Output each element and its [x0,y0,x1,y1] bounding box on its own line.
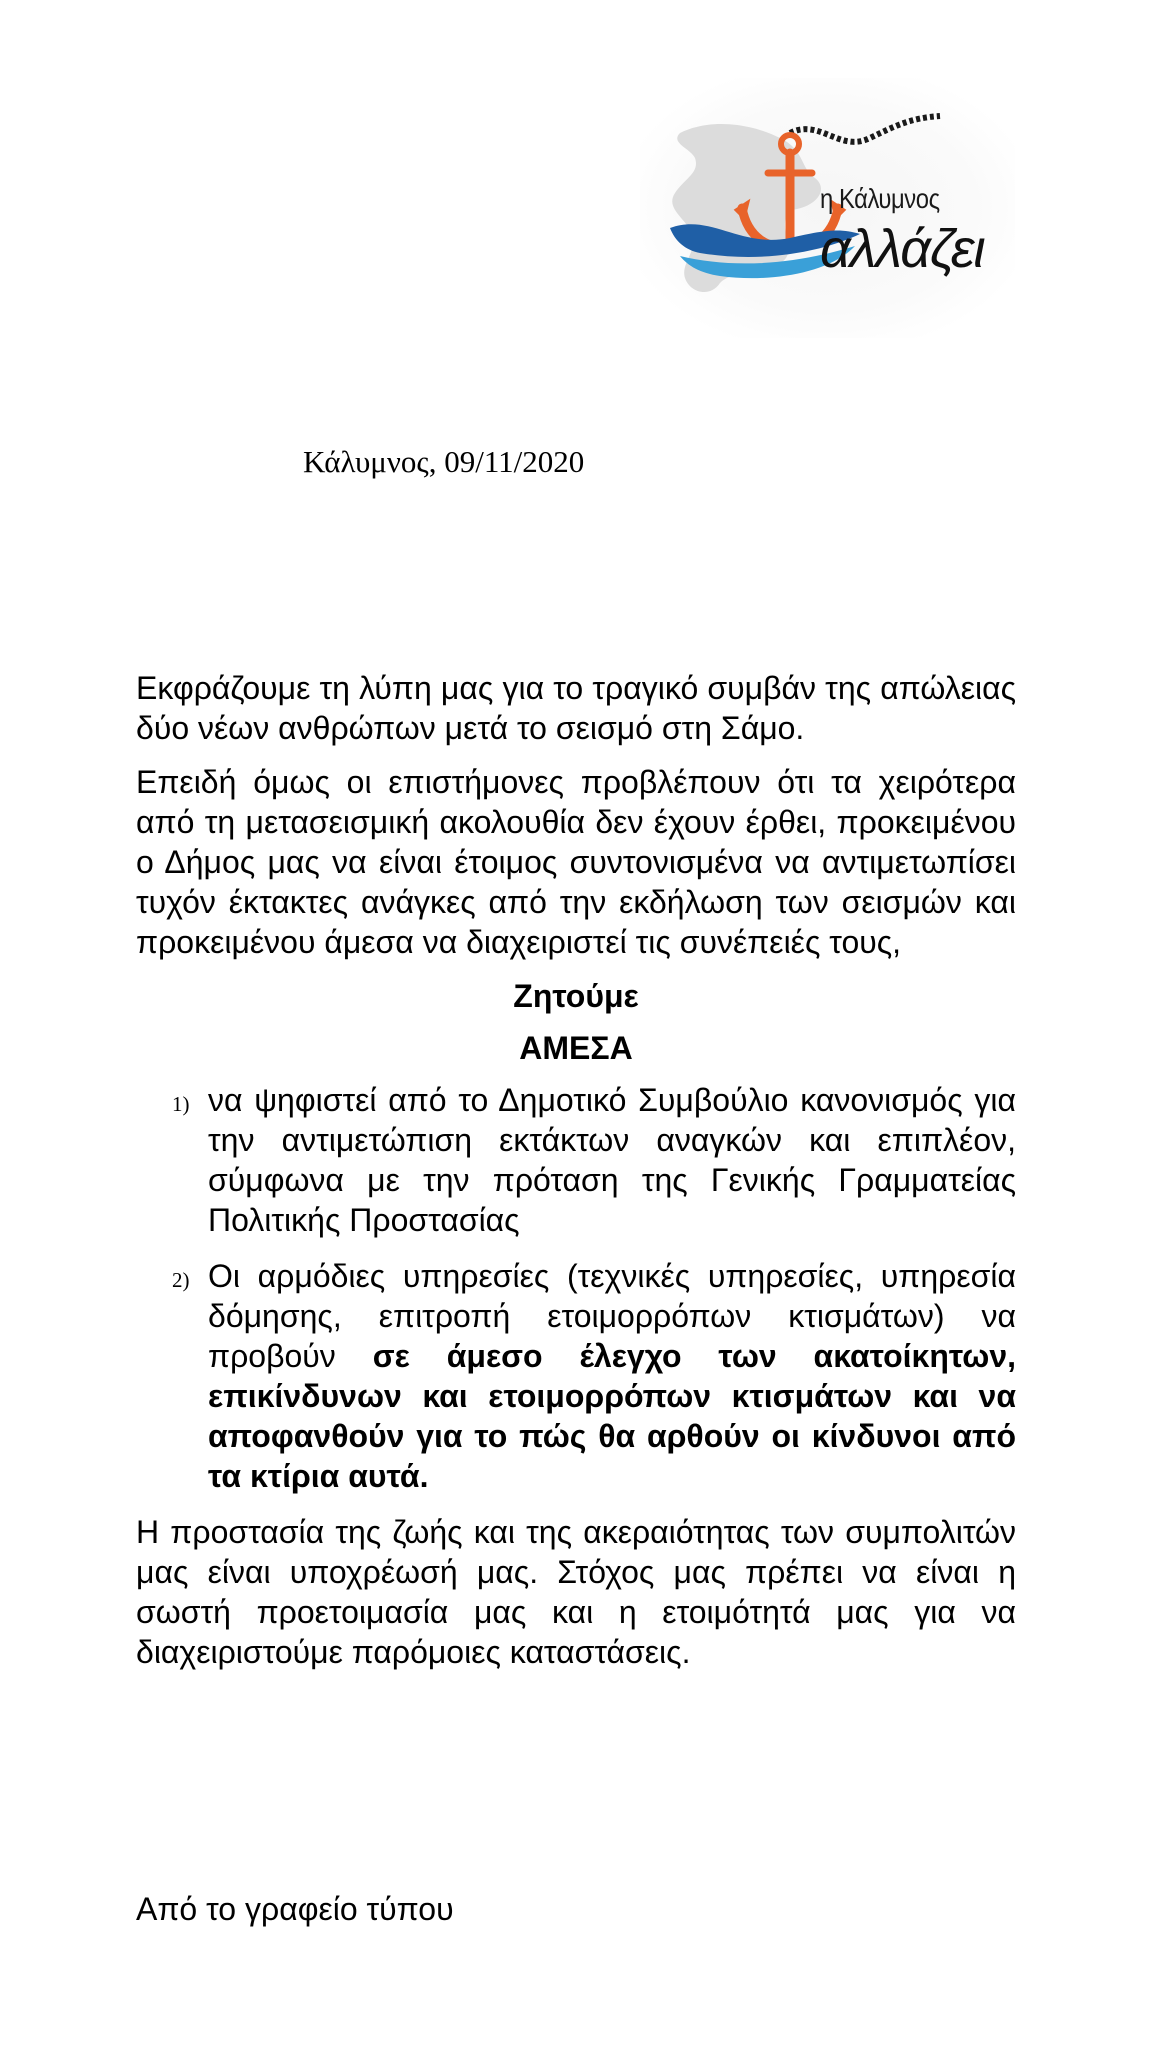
list-item [136,1080,1016,1240]
list-item-bold-text: σε άμεσο έλεγχο των ακατοίκητων, επικίνδυνων και ετοιμορρόπων κτισμάτων και να αποφανθούν για το πώς θα αρθούν οι κίνδυνοι από τα κτίρια αυτά. [208,1338,1017,1494]
logo-text-allazei: αλλάζει [820,219,985,279]
logo-text-kalymnos: η Κάλυμνος [820,183,940,214]
paragraph-condolences: Εκφράζουμε τη λύπη μας για το τραγικό συμβάν της απώλειας δύο νέων ανθρώπων μετά το σεισμό στη Σάμο. [136,670,1016,746]
heading-immediately: ΑΜΕΣΑ [519,1030,633,1066]
demands-list [136,1080,1016,1496]
list-item-number: 2) [172,1268,190,1292]
paragraph-closing: Η προστασία της ζωής και της ακεραιότητας των συμπολιτών μας είναι υποχρέωσή μας. Στόχος μας πρέπει να είναι η σωστή προετοιμασία μας και η ετοιμότητά μας για να διαχειριστούμε παρόμοιες καταστάσεις. [136,1514,1016,1670]
document-body [136,668,1016,1686]
rope-shape [790,116,940,142]
logo [640,78,1015,338]
list-item-text: να ψηφιστεί από το Δημοτικό Συμβούλιο κανονισμός για την αντιμετώπιση εκτάκτων αναγκών και επιπλέον, σύμφωνα με την πρόταση της Γενικής Γραμματείας Πολιτικής Προστασίας [208,1082,1016,1238]
list-item [136,1256,1016,1496]
signoff: Από το γραφείο τύπου [136,1891,454,1927]
paragraph-reasoning: Επειδή όμως οι επιστήμονες προβλέπουν ότι τα χειρότερα από τη μετασεισμική ακολουθία δεν έχουν έρθει, προκειμένου ο Δήμος μας να είναι έτοιμος συντονισμένα να αντιμετωπίσει τυχόν έκτακτες ανάγκες από την εκδήλωση των σεισμών και προκειμένου άμεσα να διαχειριστεί τις συνέπειές τους, [136,764,1016,960]
list-item-number: 1) [172,1092,190,1116]
heading-request: Ζητούμε [513,978,639,1014]
place-date: Κάλυμνος, 09/11/2020 [303,444,585,479]
list-item-text: Οι αρμόδιες υπηρεσίες (τεχνικές υπηρεσίες, υπηρεσία δόμησης, επιτροπή ετοιμορρόπων κτισμάτων) να προβούν [208,1258,1016,1374]
